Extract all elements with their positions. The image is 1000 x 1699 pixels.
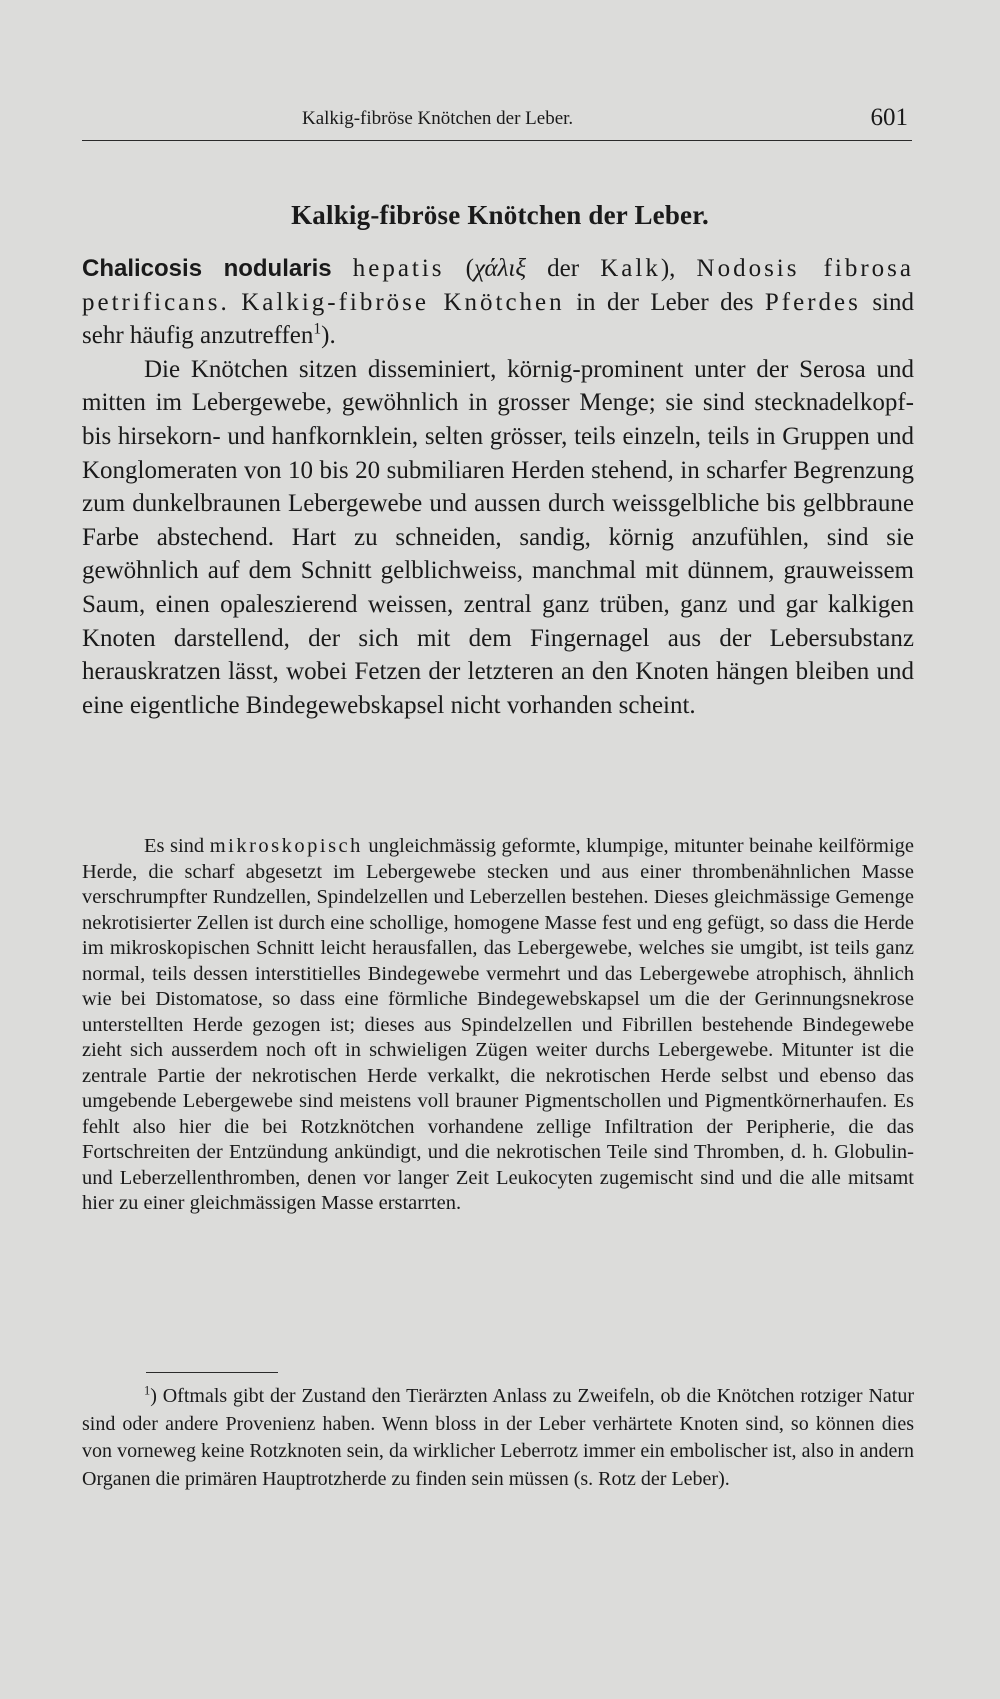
running-header bbox=[82, 104, 912, 141]
page-number: 601 bbox=[870, 104, 908, 131]
microscopic-section bbox=[82, 834, 914, 1217]
word-pferdes: Pferdes bbox=[764, 288, 861, 316]
main-text bbox=[82, 252, 914, 722]
footnote-text: $^1$) Oftmals gibt der Zustand den Tierärzten Anlass zu Zweifeln, ob die Knötchen rotziger Natur sind oder andere Provenienz haben. Wenn bloss in der Leber verhärtete Knoten sind, so können dies von vorneweg keine Rotzknoten sein, da wirklicher Leberrotz immer ein embolischer ist, also in andern Organen die primären Hauptrotzherde zu finden sein müssen (s. Rotz der Leber). bbox=[82, 1383, 914, 1490]
term-nodosis: Nodosis fibrosa petrificans. bbox=[82, 255, 915, 316]
footnote-mark: 1 bbox=[144, 1383, 151, 1398]
footnote-divider bbox=[146, 1372, 278, 1373]
description-paragraph: Die Knötchen sitzen disseminiert, körnig-prominent unter der Serosa und mitten im Lebergewebe, gewöhnlich in grosser Menge; sie sind stecknadelkopf- bis hirsekorn- und hanfkornklein, selten grösser, teils einzeln, teils in Gruppen und Konglomeraten von 10 bis 20 submiliaren Herden stehend, in scharfer Begrenzung zum dunkelbraunen Lebergewebe und aussen durch weissgelbliche bis gelbbraune Farbe abstechend. Hart zu schneiden, sandig, körnig anzufühlen, sind sie gewöhnlich auf dem Schnitt gelblichweiss, manchmal mit dünnem, grauweissem Saum, einen opaleszierend weissen, zentral ganz trüben, ganz und gar kalkigen Knoten darstellend, der sich mit dem Fingernagel aus der Lebersubstanz herauskratzen lässt, wobei Fetzen der letzteren an den Knoten hängen bleiben und eine eigentliche Bindegewebskapsel nicht vorhanden scheint. bbox=[82, 355, 914, 719]
chapter-title: Kalkig-fibröse Knötchen der Leber. bbox=[291, 200, 709, 230]
footnote-reference[interactable]: 1 bbox=[313, 320, 322, 338]
footnote bbox=[82, 1383, 914, 1493]
word-kalk: Kalk bbox=[600, 255, 661, 282]
greek-word: χάλιξ bbox=[473, 255, 527, 282]
term-kalkig-fibroese: Kalkig-fibröse Knötchen bbox=[241, 288, 565, 316]
running-title: Kalkig-fibröse Knötchen der Leber. bbox=[302, 108, 574, 129]
intro-paragraph: Chalicosis nodularis hepatis (χάλιξ der Kalk), Nodosis fibrosa petrificans. Kalkig-fibröse Knötchen in der Leber des Pferdes sind sehr häufig anzutreffen$^1$). bbox=[82, 255, 915, 350]
term-hepatis: hepatis bbox=[352, 255, 445, 282]
word-mikroskopisch: mikroskopisch bbox=[209, 835, 363, 857]
term-chalicosis: Chalicosis nodularis bbox=[82, 255, 332, 282]
microscopic-paragraph: Es sind mikroskopisch ungleichmässig geformte, klumpige, mitunter beinahe keilförmige Herde, die scharf abgesetzt im Lebergewebe stecken und aus einer thrombenähnlichen Masse verschrumpfter Rundzellen, Spindelzellen und Leberzellen bestehen. Dieses gleichmässige Gemenge nekrotisierter Zellen ist durch eine schollige, homogene Masse fest und eng gefügt, so dass die Herde im mikroskopischen Schnitt leicht herausfallen, das Lebergewebe, welches sie umgibt, ist teils ganz normal, teils dessen interstitielles Bindegewebe vermehrt und das Lebergewebe atrophisch, ähnlich wie bei Distomatose, so dass eine förmliche Bindegewebskapsel um die der Gerinnungsnekrose unterstellten Herde gezogen ist; dieses aus Spindelzellen und Fibrillen bestehende Bindegewebe zieht sich ausserdem noch oft in schwieligen Zügen weiter durchs Lebergewebe. Mitunter ist die zentrale Partie der nekrotischen Herde verkalkt, die nekrotischen Herde selbst und ebenso das umgebende Lebergewebe sind meistens voll brauner Pigmentschollen und Pigmentkörnerhaufen. Es fehlt also hier die bei Rotzknötchen vorhandene zellige Infiltration der Peripherie, die das Fortschreiten der Entzündung ankündigt, und die nekrotischen Teile sind Thromben, d. h. Globulin- und Leberzellenthromben, denen vor langer Zeit Leukocyten zugemischt sind und die alle mitsamt hier zu einer gleichmässigen Masse erstarrten. bbox=[82, 835, 914, 1214]
